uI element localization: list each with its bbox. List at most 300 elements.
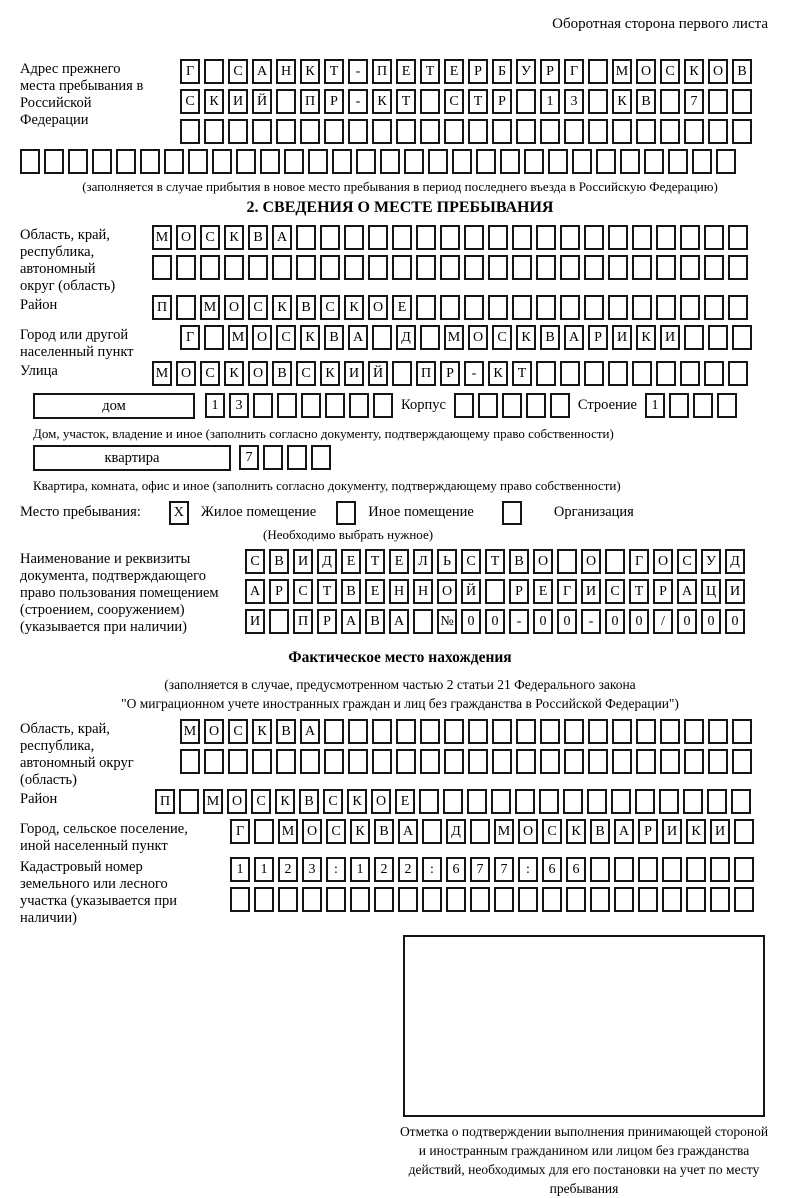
char-cell[interactable]: С bbox=[228, 719, 248, 744]
char-cell[interactable]: С bbox=[326, 819, 346, 844]
char-cell[interactable]: Е bbox=[341, 549, 361, 574]
char-cell[interactable]: К bbox=[566, 819, 586, 844]
char-cell[interactable]: Г bbox=[557, 579, 577, 604]
char-cell[interactable] bbox=[180, 119, 200, 144]
char-cell[interactable] bbox=[732, 119, 752, 144]
char-cell[interactable] bbox=[420, 719, 440, 744]
char-cell[interactable] bbox=[269, 609, 289, 634]
char-cell[interactable] bbox=[704, 361, 724, 386]
char-cell[interactable] bbox=[476, 149, 496, 174]
char-cell[interactable]: С bbox=[200, 225, 220, 250]
char-cell[interactable] bbox=[420, 89, 440, 114]
char-cell[interactable] bbox=[491, 789, 511, 814]
char-cell[interactable]: К bbox=[300, 59, 320, 84]
char-cell[interactable] bbox=[356, 149, 376, 174]
char-cell[interactable] bbox=[524, 149, 544, 174]
char-cell[interactable] bbox=[518, 887, 538, 912]
char-cell[interactable]: 1 bbox=[645, 393, 665, 418]
char-cell[interactable] bbox=[277, 393, 297, 418]
char-cell[interactable] bbox=[620, 149, 640, 174]
char-cell[interactable] bbox=[349, 393, 369, 418]
char-cell[interactable] bbox=[516, 89, 536, 114]
char-cell[interactable] bbox=[660, 89, 680, 114]
char-cell[interactable]: М bbox=[203, 789, 223, 814]
char-cell[interactable]: Т bbox=[317, 579, 337, 604]
char-cell[interactable]: Л bbox=[413, 549, 433, 574]
char-cell[interactable] bbox=[536, 295, 556, 320]
char-cell[interactable] bbox=[680, 255, 700, 280]
char-cell[interactable] bbox=[68, 149, 88, 174]
char-cell[interactable] bbox=[734, 857, 754, 882]
char-cell[interactable]: Д bbox=[446, 819, 466, 844]
char-cell[interactable] bbox=[253, 393, 273, 418]
char-cell[interactable] bbox=[731, 789, 751, 814]
char-cell[interactable]: Р bbox=[317, 609, 337, 634]
char-cell[interactable] bbox=[684, 719, 704, 744]
char-cell[interactable]: В bbox=[269, 549, 289, 574]
char-cell[interactable] bbox=[612, 719, 632, 744]
char-cell[interactable] bbox=[494, 887, 514, 912]
char-cell[interactable] bbox=[452, 149, 472, 174]
char-cell[interactable]: С bbox=[492, 325, 512, 350]
char-cell[interactable]: К bbox=[686, 819, 706, 844]
char-cell[interactable]: Р bbox=[324, 89, 344, 114]
char-cell[interactable] bbox=[372, 719, 392, 744]
char-cell[interactable] bbox=[204, 119, 224, 144]
char-cell[interactable]: С bbox=[320, 295, 340, 320]
char-cell[interactable]: И bbox=[612, 325, 632, 350]
char-cell[interactable] bbox=[693, 393, 713, 418]
char-cell[interactable]: А bbox=[564, 325, 584, 350]
char-cell[interactable]: В bbox=[272, 361, 292, 386]
char-cell[interactable]: Е bbox=[396, 59, 416, 84]
char-cell[interactable] bbox=[707, 789, 727, 814]
char-cell[interactable] bbox=[684, 749, 704, 774]
char-cell[interactable] bbox=[332, 149, 352, 174]
char-cell[interactable]: С bbox=[542, 819, 562, 844]
char-cell[interactable] bbox=[440, 255, 460, 280]
char-cell[interactable] bbox=[152, 255, 172, 280]
char-cell[interactable]: И bbox=[344, 361, 364, 386]
char-cell[interactable] bbox=[488, 255, 508, 280]
char-cell[interactable] bbox=[325, 393, 345, 418]
char-cell[interactable]: Н bbox=[389, 579, 409, 604]
char-cell[interactable]: С bbox=[461, 549, 481, 574]
char-cell[interactable] bbox=[692, 149, 712, 174]
char-cell[interactable]: П bbox=[416, 361, 436, 386]
char-cell[interactable]: 3 bbox=[302, 857, 322, 882]
char-cell[interactable] bbox=[708, 749, 728, 774]
char-cell[interactable] bbox=[470, 819, 490, 844]
char-cell[interactable]: А bbox=[398, 819, 418, 844]
char-cell[interactable]: Е bbox=[395, 789, 415, 814]
char-cell[interactable]: Н bbox=[413, 579, 433, 604]
char-cell[interactable]: Т bbox=[468, 89, 488, 114]
char-cell[interactable] bbox=[636, 749, 656, 774]
char-cell[interactable]: Р bbox=[440, 361, 460, 386]
char-cell[interactable]: П bbox=[152, 295, 172, 320]
char-cell[interactable] bbox=[372, 119, 392, 144]
char-cell[interactable] bbox=[276, 749, 296, 774]
char-cell[interactable] bbox=[708, 719, 728, 744]
char-cell[interactable]: У bbox=[701, 549, 721, 574]
char-cell[interactable]: В bbox=[248, 225, 268, 250]
char-cell[interactable] bbox=[563, 789, 583, 814]
char-cell[interactable] bbox=[728, 225, 748, 250]
char-cell[interactable] bbox=[248, 255, 268, 280]
char-cell[interactable] bbox=[548, 149, 568, 174]
char-cell[interactable] bbox=[704, 225, 724, 250]
char-cell[interactable]: Е bbox=[533, 579, 553, 604]
char-cell[interactable]: И bbox=[228, 89, 248, 114]
char-cell[interactable] bbox=[588, 749, 608, 774]
char-cell[interactable] bbox=[515, 789, 535, 814]
char-cell[interactable]: 3 bbox=[229, 393, 249, 418]
char-cell[interactable]: Р bbox=[509, 579, 529, 604]
char-cell[interactable]: К bbox=[224, 225, 244, 250]
char-cell[interactable] bbox=[380, 149, 400, 174]
char-cell[interactable]: В bbox=[636, 89, 656, 114]
char-cell[interactable]: 2 bbox=[278, 857, 298, 882]
char-cell[interactable]: И bbox=[725, 579, 745, 604]
char-cell[interactable]: 0 bbox=[629, 609, 649, 634]
char-cell[interactable] bbox=[396, 749, 416, 774]
char-cell[interactable]: Р bbox=[492, 89, 512, 114]
char-cell[interactable] bbox=[344, 225, 364, 250]
char-cell[interactable]: В bbox=[509, 549, 529, 574]
char-cell[interactable] bbox=[536, 361, 556, 386]
char-cell[interactable]: 6 bbox=[566, 857, 586, 882]
char-cell[interactable] bbox=[422, 887, 442, 912]
char-cell[interactable] bbox=[320, 225, 340, 250]
char-cell[interactable] bbox=[263, 445, 283, 470]
char-cell[interactable] bbox=[584, 255, 604, 280]
char-cell[interactable] bbox=[728, 255, 748, 280]
char-cell[interactable]: О bbox=[468, 325, 488, 350]
char-cell[interactable] bbox=[512, 225, 532, 250]
char-cell[interactable] bbox=[656, 255, 676, 280]
char-cell[interactable] bbox=[348, 719, 368, 744]
char-cell[interactable]: К bbox=[350, 819, 370, 844]
char-cell[interactable]: И bbox=[245, 609, 265, 634]
char-cell[interactable]: Й bbox=[368, 361, 388, 386]
char-cell[interactable]: - bbox=[348, 59, 368, 84]
char-cell[interactable]: С bbox=[323, 789, 343, 814]
char-cell[interactable] bbox=[485, 579, 505, 604]
char-cell[interactable]: С bbox=[444, 89, 464, 114]
char-cell[interactable]: Ц bbox=[701, 579, 721, 604]
char-cell[interactable]: Н bbox=[276, 59, 296, 84]
char-cell[interactable]: О bbox=[653, 549, 673, 574]
char-cell[interactable] bbox=[684, 119, 704, 144]
char-cell[interactable]: А bbox=[348, 325, 368, 350]
char-cell[interactable] bbox=[492, 719, 512, 744]
char-cell[interactable] bbox=[708, 325, 728, 350]
char-cell[interactable]: П bbox=[293, 609, 313, 634]
char-cell[interactable]: С bbox=[228, 59, 248, 84]
char-cell[interactable] bbox=[488, 295, 508, 320]
char-cell[interactable]: 6 bbox=[542, 857, 562, 882]
char-cell[interactable] bbox=[464, 225, 484, 250]
char-cell[interactable]: Т bbox=[485, 549, 505, 574]
char-cell[interactable] bbox=[116, 149, 136, 174]
char-cell[interactable]: К bbox=[344, 295, 364, 320]
char-cell[interactable]: 7 bbox=[470, 857, 490, 882]
char-cell[interactable]: Д bbox=[725, 549, 745, 574]
char-cell[interactable] bbox=[492, 749, 512, 774]
char-cell[interactable] bbox=[252, 749, 272, 774]
char-cell[interactable]: С bbox=[180, 89, 200, 114]
char-cell[interactable]: Е bbox=[365, 579, 385, 604]
char-cell[interactable]: К bbox=[684, 59, 704, 84]
char-cell[interactable]: С bbox=[660, 59, 680, 84]
char-cell[interactable]: К bbox=[320, 361, 340, 386]
char-cell[interactable]: Й bbox=[252, 89, 272, 114]
char-cell[interactable] bbox=[500, 149, 520, 174]
char-cell[interactable]: № bbox=[437, 609, 457, 634]
char-cell[interactable] bbox=[468, 749, 488, 774]
char-cell[interactable]: С bbox=[276, 325, 296, 350]
char-cell[interactable] bbox=[512, 295, 532, 320]
char-cell[interactable] bbox=[300, 749, 320, 774]
char-cell[interactable]: / bbox=[653, 609, 673, 634]
char-cell[interactable] bbox=[635, 789, 655, 814]
char-cell[interactable]: 1 bbox=[205, 393, 225, 418]
char-cell[interactable] bbox=[704, 255, 724, 280]
char-cell[interactable]: Й bbox=[461, 579, 481, 604]
char-cell[interactable]: 0 bbox=[605, 609, 625, 634]
char-cell[interactable] bbox=[396, 719, 416, 744]
char-cell[interactable] bbox=[372, 325, 392, 350]
char-cell[interactable]: К bbox=[636, 325, 656, 350]
char-cell[interactable]: К bbox=[224, 361, 244, 386]
char-cell[interactable] bbox=[710, 887, 730, 912]
char-cell[interactable]: 0 bbox=[557, 609, 577, 634]
char-cell[interactable]: 7 bbox=[684, 89, 704, 114]
char-cell[interactable] bbox=[420, 325, 440, 350]
char-cell[interactable] bbox=[560, 361, 580, 386]
char-cell[interactable]: В bbox=[299, 789, 319, 814]
char-cell[interactable] bbox=[536, 255, 556, 280]
char-cell[interactable] bbox=[732, 325, 752, 350]
char-cell[interactable] bbox=[164, 149, 184, 174]
char-cell[interactable] bbox=[413, 609, 433, 634]
char-cell[interactable] bbox=[440, 295, 460, 320]
char-cell[interactable]: К bbox=[372, 89, 392, 114]
char-cell[interactable] bbox=[708, 89, 728, 114]
char-cell[interactable]: 6 bbox=[446, 857, 466, 882]
char-cell[interactable] bbox=[728, 361, 748, 386]
char-cell[interactable]: О bbox=[176, 361, 196, 386]
char-cell[interactable] bbox=[308, 149, 328, 174]
char-cell[interactable] bbox=[660, 719, 680, 744]
char-cell[interactable] bbox=[180, 749, 200, 774]
char-cell[interactable] bbox=[516, 119, 536, 144]
char-cell[interactable] bbox=[188, 149, 208, 174]
char-cell[interactable]: 1 bbox=[540, 89, 560, 114]
char-cell[interactable] bbox=[416, 255, 436, 280]
char-cell[interactable]: Г bbox=[629, 549, 649, 574]
char-cell[interactable]: М bbox=[152, 225, 172, 250]
char-cell[interactable]: Р bbox=[468, 59, 488, 84]
char-cell[interactable]: 3 bbox=[564, 89, 584, 114]
char-cell[interactable] bbox=[572, 149, 592, 174]
char-cell[interactable]: О bbox=[204, 719, 224, 744]
char-cell[interactable]: М bbox=[444, 325, 464, 350]
char-cell[interactable] bbox=[372, 749, 392, 774]
char-cell[interactable] bbox=[680, 225, 700, 250]
char-cell[interactable] bbox=[478, 393, 498, 418]
char-cell[interactable]: А bbox=[389, 609, 409, 634]
char-cell[interactable] bbox=[560, 295, 580, 320]
char-cell[interactable] bbox=[516, 719, 536, 744]
char-cell[interactable]: Г bbox=[564, 59, 584, 84]
checkbox-inoe-pomeshchenie[interactable] bbox=[336, 501, 356, 525]
char-cell[interactable] bbox=[662, 887, 682, 912]
char-cell[interactable] bbox=[588, 89, 608, 114]
char-cell[interactable]: К bbox=[275, 789, 295, 814]
char-cell[interactable] bbox=[659, 789, 679, 814]
char-cell[interactable] bbox=[608, 361, 628, 386]
char-cell[interactable] bbox=[632, 361, 652, 386]
char-cell[interactable] bbox=[444, 749, 464, 774]
char-cell[interactable]: Д bbox=[396, 325, 416, 350]
char-cell[interactable]: О bbox=[581, 549, 601, 574]
char-cell[interactable] bbox=[348, 119, 368, 144]
char-cell[interactable] bbox=[454, 393, 474, 418]
char-cell[interactable]: 0 bbox=[485, 609, 505, 634]
char-cell[interactable] bbox=[204, 325, 224, 350]
char-cell[interactable] bbox=[686, 857, 706, 882]
char-cell[interactable]: П bbox=[300, 89, 320, 114]
char-cell[interactable] bbox=[300, 119, 320, 144]
char-cell[interactable]: А bbox=[614, 819, 634, 844]
char-cell[interactable] bbox=[704, 295, 724, 320]
char-cell[interactable] bbox=[683, 789, 703, 814]
char-cell[interactable] bbox=[204, 749, 224, 774]
char-cell[interactable]: Р bbox=[653, 579, 673, 604]
char-cell[interactable] bbox=[656, 361, 676, 386]
char-cell[interactable]: Б bbox=[492, 59, 512, 84]
char-cell[interactable]: : bbox=[326, 857, 346, 882]
char-cell[interactable] bbox=[468, 719, 488, 744]
char-cell[interactable]: М bbox=[228, 325, 248, 350]
char-cell[interactable]: Т bbox=[365, 549, 385, 574]
char-cell[interactable] bbox=[228, 119, 248, 144]
char-cell[interactable] bbox=[302, 887, 322, 912]
char-cell[interactable]: М bbox=[180, 719, 200, 744]
char-cell[interactable] bbox=[422, 819, 442, 844]
char-cell[interactable] bbox=[512, 255, 532, 280]
char-cell[interactable]: 0 bbox=[677, 609, 697, 634]
char-cell[interactable]: И bbox=[662, 819, 682, 844]
char-cell[interactable]: И bbox=[581, 579, 601, 604]
char-cell[interactable] bbox=[428, 149, 448, 174]
char-cell[interactable]: У bbox=[516, 59, 536, 84]
checkbox-organizatsiya[interactable] bbox=[502, 501, 522, 525]
char-cell[interactable] bbox=[20, 149, 40, 174]
char-cell[interactable]: 7 bbox=[239, 445, 259, 470]
char-cell[interactable]: А bbox=[245, 579, 265, 604]
char-cell[interactable] bbox=[680, 295, 700, 320]
char-cell[interactable]: И bbox=[660, 325, 680, 350]
char-cell[interactable] bbox=[588, 59, 608, 84]
char-cell[interactable] bbox=[584, 295, 604, 320]
char-cell[interactable] bbox=[611, 789, 631, 814]
char-cell[interactable]: Т bbox=[629, 579, 649, 604]
char-cell[interactable] bbox=[708, 119, 728, 144]
char-cell[interactable] bbox=[278, 887, 298, 912]
char-cell[interactable] bbox=[140, 149, 160, 174]
char-cell[interactable]: - bbox=[464, 361, 484, 386]
char-cell[interactable] bbox=[557, 549, 577, 574]
char-cell[interactable]: О bbox=[533, 549, 553, 574]
char-cell[interactable]: П bbox=[155, 789, 175, 814]
char-cell[interactable] bbox=[464, 255, 484, 280]
char-cell[interactable] bbox=[301, 393, 321, 418]
char-cell[interactable]: К bbox=[612, 89, 632, 114]
char-cell[interactable] bbox=[464, 295, 484, 320]
char-cell[interactable] bbox=[669, 393, 689, 418]
char-cell[interactable] bbox=[419, 789, 439, 814]
char-cell[interactable]: - bbox=[509, 609, 529, 634]
char-cell[interactable] bbox=[732, 89, 752, 114]
char-cell[interactable] bbox=[440, 225, 460, 250]
char-cell[interactable]: О bbox=[248, 361, 268, 386]
char-cell[interactable] bbox=[540, 719, 560, 744]
char-cell[interactable] bbox=[348, 749, 368, 774]
char-cell[interactable]: 1 bbox=[254, 857, 274, 882]
char-cell[interactable]: С bbox=[677, 549, 697, 574]
char-cell[interactable]: О bbox=[224, 295, 244, 320]
char-cell[interactable]: - bbox=[348, 89, 368, 114]
char-cell[interactable] bbox=[374, 887, 394, 912]
char-cell[interactable] bbox=[326, 887, 346, 912]
char-cell[interactable] bbox=[608, 255, 628, 280]
char-cell[interactable]: О bbox=[176, 225, 196, 250]
char-cell[interactable]: В bbox=[540, 325, 560, 350]
char-cell[interactable] bbox=[272, 255, 292, 280]
char-cell[interactable]: О bbox=[437, 579, 457, 604]
char-cell[interactable]: М bbox=[152, 361, 172, 386]
char-cell[interactable] bbox=[526, 393, 546, 418]
char-cell[interactable] bbox=[717, 393, 737, 418]
char-cell[interactable]: 1 bbox=[350, 857, 370, 882]
char-cell[interactable]: А bbox=[677, 579, 697, 604]
char-cell[interactable]: Е bbox=[392, 295, 412, 320]
char-cell[interactable] bbox=[734, 887, 754, 912]
char-cell[interactable] bbox=[44, 149, 64, 174]
char-cell[interactable] bbox=[252, 119, 272, 144]
char-cell[interactable]: Т bbox=[396, 89, 416, 114]
char-cell[interactable] bbox=[536, 225, 556, 250]
char-cell[interactable] bbox=[660, 749, 680, 774]
char-cell[interactable] bbox=[587, 789, 607, 814]
char-cell[interactable] bbox=[540, 749, 560, 774]
char-cell[interactable]: В bbox=[590, 819, 610, 844]
char-cell[interactable]: М bbox=[612, 59, 632, 84]
char-cell[interactable] bbox=[392, 255, 412, 280]
char-cell[interactable] bbox=[420, 119, 440, 144]
char-cell[interactable] bbox=[236, 149, 256, 174]
char-cell[interactable]: О bbox=[302, 819, 322, 844]
char-cell[interactable]: 2 bbox=[374, 857, 394, 882]
char-cell[interactable] bbox=[276, 89, 296, 114]
char-cell[interactable] bbox=[638, 887, 658, 912]
char-cell[interactable]: О bbox=[636, 59, 656, 84]
char-cell[interactable] bbox=[605, 549, 625, 574]
char-cell[interactable] bbox=[179, 789, 199, 814]
